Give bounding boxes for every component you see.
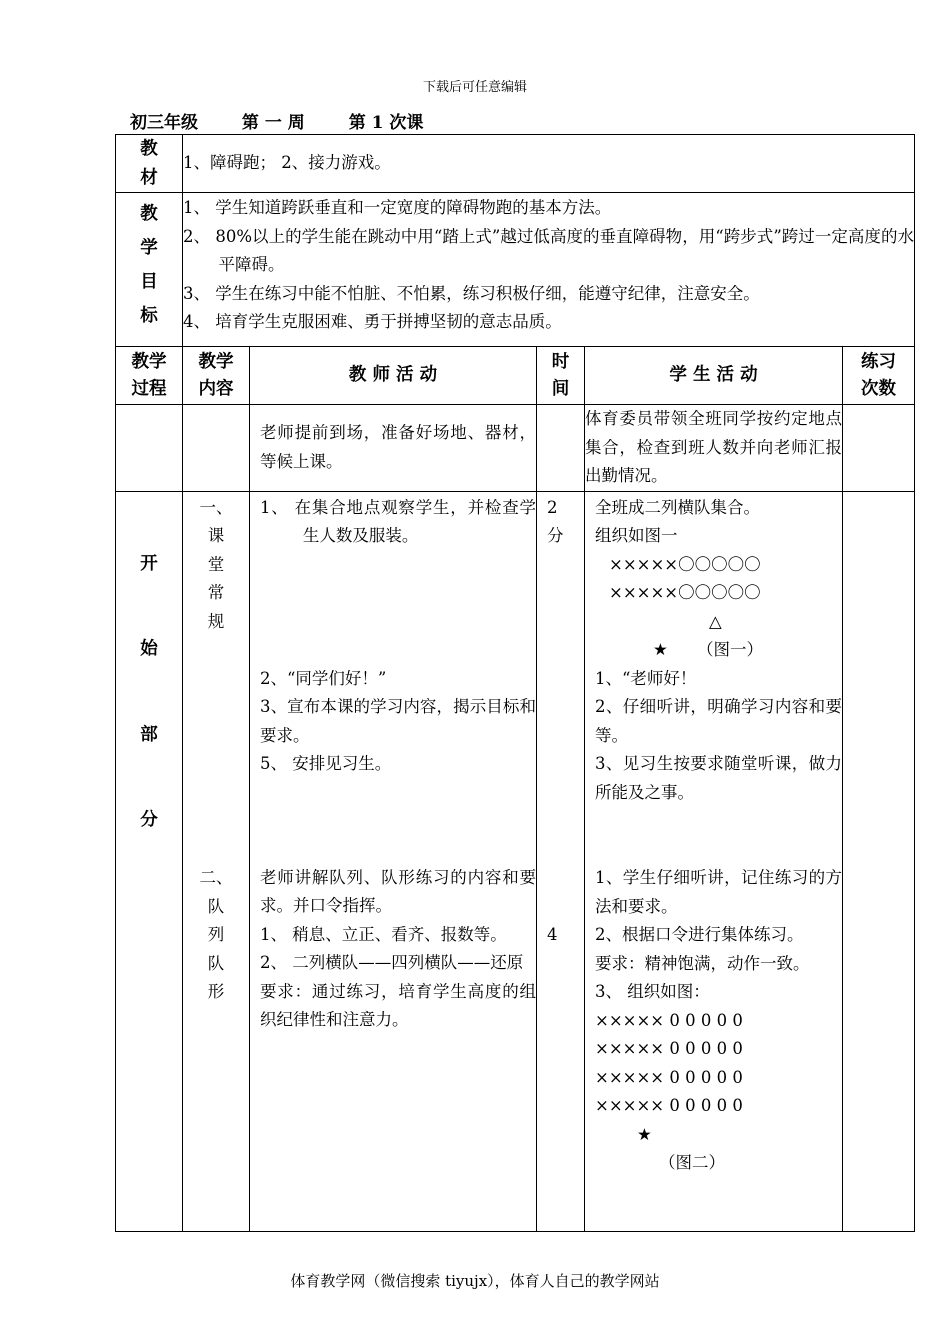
student-step: 全班成二列横队集合。 — [595, 497, 760, 517]
week-label: 第 一 周 — [241, 113, 305, 133]
label-char: 堂 — [207, 554, 225, 574]
objectives-row — [116, 193, 915, 347]
header-note: 下载后可任意编辑 — [422, 80, 527, 95]
student-step: 3、见习生按要求随堂听课，做力所能及之事。 — [595, 754, 842, 802]
col-time — [537, 347, 585, 405]
pre-student-text: 体育委员带领全班同学按约定地点集合，检查到班人数并向老师汇报出勤情况。 — [585, 409, 842, 485]
teacher-step: 1、 在集合地点观察学生，并检查学生人数及服装。 — [260, 497, 536, 545]
content-labels — [183, 491, 250, 1231]
label-char: 规 — [207, 611, 225, 631]
col-text: 教学 — [131, 351, 167, 372]
label-char: 部 — [140, 724, 158, 745]
label-char: 分 — [140, 810, 158, 830]
empty-cell — [183, 405, 250, 492]
lesson-title — [130, 108, 461, 133]
label-char: 开 — [140, 553, 158, 574]
formation-line: ×××××〇〇〇〇〇 — [609, 554, 761, 574]
formation-line: ×××××〇〇〇〇〇 — [609, 583, 761, 602]
student-step: 1、“老师好！ — [595, 668, 697, 688]
footer-note: 体育教学网（微信搜索 tiyujx），体育人自己的教学网站 — [290, 1272, 660, 1290]
materials-row — [116, 135, 915, 193]
label-char: 始 — [140, 639, 158, 659]
opening-section-row — [116, 491, 915, 1231]
col-text: 过程 — [131, 378, 167, 399]
student-activity — [585, 491, 843, 1231]
label-char: 教 — [140, 204, 158, 224]
label-char: 形 — [207, 982, 225, 1001]
teacher-activity — [250, 491, 537, 1231]
formation-line: ××××× 0 0 0 0 0 — [595, 1067, 743, 1087]
column-header-row — [116, 347, 915, 405]
student-step: 3、 组织如图： — [595, 982, 710, 1001]
pre-teacher-activity — [250, 405, 537, 492]
student-step: 组织如图一 — [595, 526, 678, 545]
teacher-step: 老师讲解队列、队形练习的内容和要求。并口令指挥。 — [260, 867, 536, 915]
pre-student-activity — [585, 405, 843, 492]
objective-item: 3、 学生在练习中能不怕脏、不怕累，练习积极仔细，能遵守纪律，注意安全。 — [183, 283, 760, 303]
label-char: 学 — [140, 238, 158, 258]
label-char: 一、 — [199, 497, 233, 517]
process-label-opening — [116, 491, 183, 1231]
col-count — [843, 347, 915, 405]
label-char: 目 — [140, 272, 158, 292]
label-char: 队 — [207, 953, 225, 973]
label-char: 材 — [140, 167, 158, 188]
student-step: 2、根据口令进行集体练习。 — [595, 925, 804, 944]
session-label: 第 1 次课 — [348, 113, 424, 133]
objectives-content — [183, 193, 915, 347]
time-value: 2 — [547, 497, 558, 517]
empty-cell — [843, 405, 915, 492]
triangle-icon: △ — [709, 611, 722, 631]
formation-line: ××××× 0 0 0 0 0 — [595, 1096, 743, 1115]
star-icon: ★ — [653, 640, 668, 659]
teacher-step: 3、宣布本课的学习内容，揭示目标和要求。 — [260, 697, 536, 745]
formation-diagram-1 — [595, 551, 842, 665]
label-char: 二、 — [199, 868, 233, 887]
content-label-formation — [183, 864, 249, 1007]
col-text: 时 — [551, 351, 570, 372]
figure-caption: （图二） — [659, 1153, 725, 1172]
pre-class-row — [116, 405, 915, 492]
col-student — [585, 347, 843, 405]
objectives-label — [116, 193, 183, 347]
teacher-step: 5、 安排见习生。 — [260, 754, 392, 773]
student-step: 要求：精神饱满，动作一致。 — [595, 953, 810, 973]
label-char: 常 — [207, 583, 225, 602]
formation-line: ××××× 0 0 0 0 0 — [595, 1010, 743, 1030]
star-icon: ★ — [637, 1124, 652, 1144]
label-char: 标 — [140, 306, 158, 326]
empty-cell — [537, 405, 585, 492]
label-char: 课 — [207, 526, 225, 545]
student-step: 2、仔细听讲，明确学习内容和要等。 — [595, 697, 842, 745]
time-value: 4 — [547, 924, 558, 944]
materials-content — [183, 135, 915, 193]
teacher-step: 2、“同学们好！” — [260, 668, 387, 688]
student-step: 1、学生仔细听讲，记住练习的方法和要求。 — [595, 868, 842, 916]
content-label-routine — [183, 494, 249, 637]
col-process — [116, 347, 183, 405]
teacher-step: 1、 稍息、立正、看齐、报数等。 — [260, 924, 507, 944]
label-char: 队 — [207, 896, 225, 916]
col-teacher — [250, 347, 537, 405]
count-cell — [843, 491, 915, 1231]
objective-item: 1、 学生知道跨跃垂直和一定宽度的障碍物跑的基本方法。 — [183, 198, 612, 217]
label-char: 教 — [140, 139, 158, 159]
col-text: 练习 — [861, 351, 896, 372]
objective-item: 4、 培育学生克服困难、勇于拼搏坚韧的意志品质。 — [183, 312, 562, 331]
col-text: 间 — [551, 378, 570, 399]
empty-cell — [116, 405, 183, 492]
col-text: 教学 — [198, 351, 234, 372]
col-text: 内容 — [198, 378, 234, 399]
formation-line: ××××× 0 0 0 0 0 — [595, 1039, 743, 1058]
materials-label — [116, 135, 183, 193]
time-cell — [537, 491, 585, 1231]
lesson-plan-table — [115, 134, 915, 1232]
formation-diagram-2 — [595, 1007, 842, 1178]
teacher-step: 要求：通过练习，培育学生高度的组织纪律性和注意力。 — [260, 981, 536, 1029]
col-text: 学 生 活 动 — [669, 365, 758, 386]
objective-item: 2、 80%以上的学生能在跳动中用“踏上式”越过低高度的垂直障碍物，用“跨步式”跨过一定高度的水平障碍。 — [183, 226, 914, 274]
col-text: 次数 — [861, 378, 896, 399]
grade-label: 初三年级 — [130, 113, 198, 133]
time-unit: 分 — [547, 526, 564, 545]
materials-text: 1、障碍跑； 2、接力游戏。 — [183, 153, 391, 173]
label-char: 列 — [207, 925, 225, 944]
pre-teacher-text: 老师提前到场，准备好场地、器材，等候上课。 — [260, 423, 536, 471]
teacher-step: 2、 二列横队——四列横队——还原 — [260, 953, 524, 972]
col-content — [183, 347, 250, 405]
col-text: 教 师 活 动 — [348, 365, 438, 386]
figure-caption: （图一） — [697, 640, 764, 659]
